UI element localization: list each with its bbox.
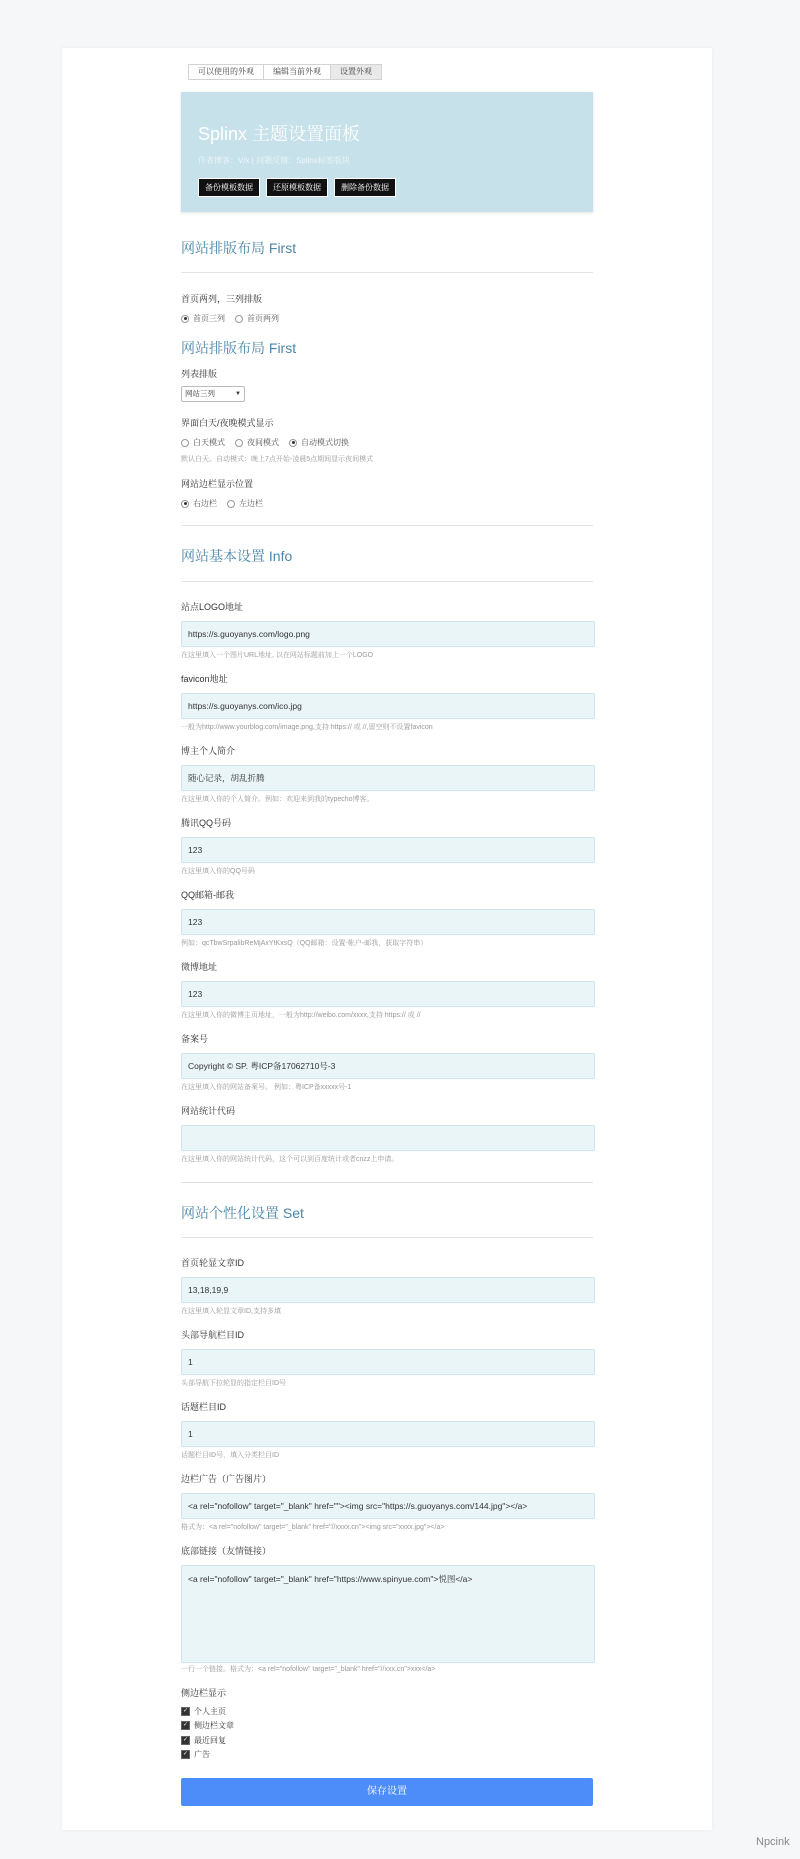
list-layout-label: 列表排版 bbox=[181, 369, 218, 379]
bio-input[interactable]: 随心记录，胡乱折腾 bbox=[181, 765, 595, 791]
radio-dot-icon bbox=[181, 315, 189, 323]
topic-id-hint: 话题栏目ID号，填入分类栏目ID bbox=[181, 1452, 279, 1459]
radio-dot-icon bbox=[289, 439, 297, 447]
tab-available-themes[interactable]: 可以使用的外观 bbox=[188, 64, 263, 80]
footer-links-hint: 一行一个链接。格式为：<a rel="nofollow" target="_blank" href="//xxx.cn">xxx</a> bbox=[181, 1666, 436, 1673]
check-label: 最近回复 bbox=[194, 1735, 226, 1745]
slider-ids-input[interactable]: 13,18,19,9 bbox=[181, 1277, 595, 1303]
sidebar-position-label: 网站边栏显示位置 bbox=[181, 479, 254, 489]
radio-dot-icon bbox=[181, 439, 189, 447]
analytics-label: 网站统计代码 bbox=[181, 1106, 236, 1116]
checkmark-icon: ✓ bbox=[182, 1751, 189, 1757]
radio-night-mode[interactable] bbox=[235, 437, 279, 448]
home-columns-radios bbox=[181, 313, 279, 324]
save-settings-button[interactable]: 保存设置 bbox=[181, 1778, 593, 1806]
icp-label: 备案号 bbox=[181, 1034, 209, 1044]
weibo-url-label: 微博地址 bbox=[181, 962, 218, 972]
backup-button[interactable]: 备份模板数据 bbox=[198, 178, 260, 197]
header-nav-id-hint: 头部导航下拉轮显的指定栏目ID号 bbox=[181, 1380, 286, 1387]
check-recent-comments[interactable] bbox=[181, 1735, 234, 1745]
divider bbox=[181, 525, 593, 526]
sidebar-ad-input[interactable]: <a rel="nofollow" target="_blank" href=""><img src="https://s.guoyanys.com/144.jpg"></a> bbox=[181, 1493, 595, 1519]
icp-hint: 在这里填入你的网站备案号。 例如：粤ICP备xxxxx号-1 bbox=[181, 1084, 352, 1091]
radio-label: 左边栏 bbox=[239, 499, 263, 508]
list-layout-select[interactable] bbox=[181, 386, 245, 402]
favicon-url-hint: 一般为http://www.yourblog.com/image.png,支持 https:// 或 //,留空则不设置favicon bbox=[181, 724, 433, 731]
qq-number-hint: 在这里填入你的QQ号码 bbox=[181, 868, 255, 875]
sidebar-show-checks bbox=[181, 1706, 234, 1760]
sidebar-ad-label: 边栏广告（广告图片） bbox=[181, 1474, 272, 1484]
watermark-text: Npcink bbox=[756, 1836, 790, 1848]
radio-label: 首页两列 bbox=[247, 314, 279, 323]
restore-button[interactable]: 还原模板数据 bbox=[266, 178, 328, 197]
check-label: 个人主页 bbox=[194, 1706, 226, 1716]
qq-mail-label: QQ邮箱-邮我 bbox=[181, 890, 234, 900]
check-profile[interactable] bbox=[181, 1706, 234, 1716]
radio-dot-icon bbox=[235, 439, 243, 447]
section-title-basic: 网站基本设置 Info bbox=[181, 548, 293, 564]
footer-links-textarea[interactable]: <a rel="nofollow" target="_blank" href="https://www.spinyue.com">悦图</a> bbox=[181, 1565, 595, 1663]
checkmark-icon: ✓ bbox=[182, 1736, 189, 1743]
radio-home-three[interactable] bbox=[181, 313, 225, 324]
sidebar-show-label: 侧边栏显示 bbox=[181, 1688, 227, 1698]
radio-home-two[interactable] bbox=[235, 313, 279, 324]
bio-hint: 在这里填入你的个人简介。例如：欢迎来到我的typecho博客。 bbox=[181, 796, 374, 803]
delete-backup-button[interactable]: 删除备份数据 bbox=[334, 178, 396, 197]
logo-url-hint: 在这里填入一个图片URL地址, 以在网站标题前加上一个LOGO bbox=[181, 652, 374, 659]
check-ads[interactable] bbox=[181, 1750, 234, 1760]
logo-url-input[interactable]: https://s.guoyanys.com/logo.png bbox=[181, 621, 595, 647]
weibo-url-input[interactable]: 123 bbox=[181, 981, 595, 1007]
caret-down-icon: ▼ bbox=[235, 391, 241, 397]
settings-banner bbox=[181, 92, 593, 212]
check-label: 侧边栏文章 bbox=[194, 1721, 234, 1730]
radio-label: 首页三列 bbox=[193, 314, 225, 323]
favicon-url-label: favicon地址 bbox=[181, 674, 228, 684]
slider-ids-label: 首页轮显文章ID bbox=[181, 1258, 245, 1268]
appearance-tabs bbox=[188, 64, 382, 79]
footer-links-label: 底部链接（友情链接） bbox=[181, 1546, 272, 1556]
divider bbox=[181, 581, 593, 582]
section-title-personal: 网站个性化设置 Set bbox=[181, 1205, 304, 1221]
icp-input[interactable]: Copyright © SP. 粤ICP备17062710号-3 bbox=[181, 1053, 595, 1079]
banner-title: Splinx 主题设置面板 bbox=[198, 124, 361, 144]
topic-id-label: 话题栏目ID bbox=[181, 1402, 227, 1412]
divider bbox=[181, 1237, 593, 1238]
radio-right-sidebar[interactable] bbox=[181, 498, 217, 509]
checkmark-icon: ✓ bbox=[182, 1707, 189, 1714]
home-columns-label: 首页两列，三列排版 bbox=[181, 294, 263, 304]
radio-dot-icon bbox=[235, 315, 243, 323]
radio-dot-icon bbox=[227, 500, 235, 508]
tab-theme-settings[interactable]: 设置外观 bbox=[330, 64, 382, 80]
favicon-url-input[interactable]: https://s.guoyanys.com/ico.jpg bbox=[181, 693, 595, 719]
sidebar-ad-hint: 格式为：<a rel="nofollow" target="_blank" href="//xxxx.cn"><img src="xxxx.jpg"></a> bbox=[181, 1524, 445, 1531]
section-title-layout-2: 网站排版布局 First bbox=[181, 340, 297, 356]
weibo-url-hint: 在这里填入你的微博主页地址，一般为http://weibo.com/xxxx,支持 https:// 或 // bbox=[181, 1012, 421, 1019]
logo-url-label: 站点LOGO地址 bbox=[181, 602, 244, 612]
radio-label: 自动模式切换 bbox=[301, 438, 349, 447]
radio-label: 白天模式 bbox=[193, 438, 225, 447]
radio-left-sidebar[interactable] bbox=[227, 498, 263, 509]
divider bbox=[181, 272, 593, 273]
list-layout-value: 网站三列 bbox=[185, 389, 215, 398]
analytics-input[interactable] bbox=[181, 1125, 595, 1151]
bio-label: 博主个人简介 bbox=[181, 746, 236, 756]
check-sidebar-posts[interactable] bbox=[181, 1721, 234, 1731]
mode-hint: 默认白天。自动模式：晚上7点开始-凌晨5点期间显示夜间模式 bbox=[181, 456, 374, 463]
radio-label: 夜间模式 bbox=[247, 438, 279, 447]
qq-mail-input[interactable]: 123 bbox=[181, 909, 595, 935]
qq-number-label: 腾讯QQ号码 bbox=[181, 818, 232, 828]
radio-auto-mode[interactable] bbox=[289, 437, 349, 448]
radio-dot-icon bbox=[181, 500, 189, 508]
mode-radios bbox=[181, 437, 349, 448]
tab-edit-theme[interactable]: 编辑当前外观 bbox=[263, 64, 330, 80]
sidebar-position-radios bbox=[181, 498, 263, 509]
check-label: 广告 bbox=[194, 1750, 210, 1759]
mode-label: 界面白天/夜晚模式显示 bbox=[181, 418, 274, 428]
checkmark-icon: ✓ bbox=[182, 1722, 189, 1728]
analytics-hint: 在这里填入你的网站统计代码，这个可以到百度统计或者cnzz上申请。 bbox=[181, 1156, 399, 1163]
slider-ids-hint: 在这里填入轮显文章ID,支持多填 bbox=[181, 1308, 281, 1315]
qq-number-input[interactable]: 123 bbox=[181, 837, 595, 863]
header-nav-id-input[interactable]: 1 bbox=[181, 1349, 595, 1375]
section-title-layout: 网站排版布局 First bbox=[181, 240, 297, 256]
topic-id-input[interactable]: 1 bbox=[181, 1421, 595, 1447]
radio-day-mode[interactable] bbox=[181, 437, 225, 448]
divider bbox=[181, 1182, 593, 1183]
radio-label: 右边栏 bbox=[193, 499, 217, 508]
banner-subtitle: 作者博客：V/x | 问题反馈：Splinx标签版块 bbox=[198, 156, 350, 165]
qq-mail-hint: 例如：qcTbwSrpalibReMjAxYtKxsQ（QQ邮箱：设置-帐户-邮我，获取字符串） bbox=[181, 940, 428, 947]
header-nav-id-label: 头部导航栏目ID bbox=[181, 1330, 245, 1340]
